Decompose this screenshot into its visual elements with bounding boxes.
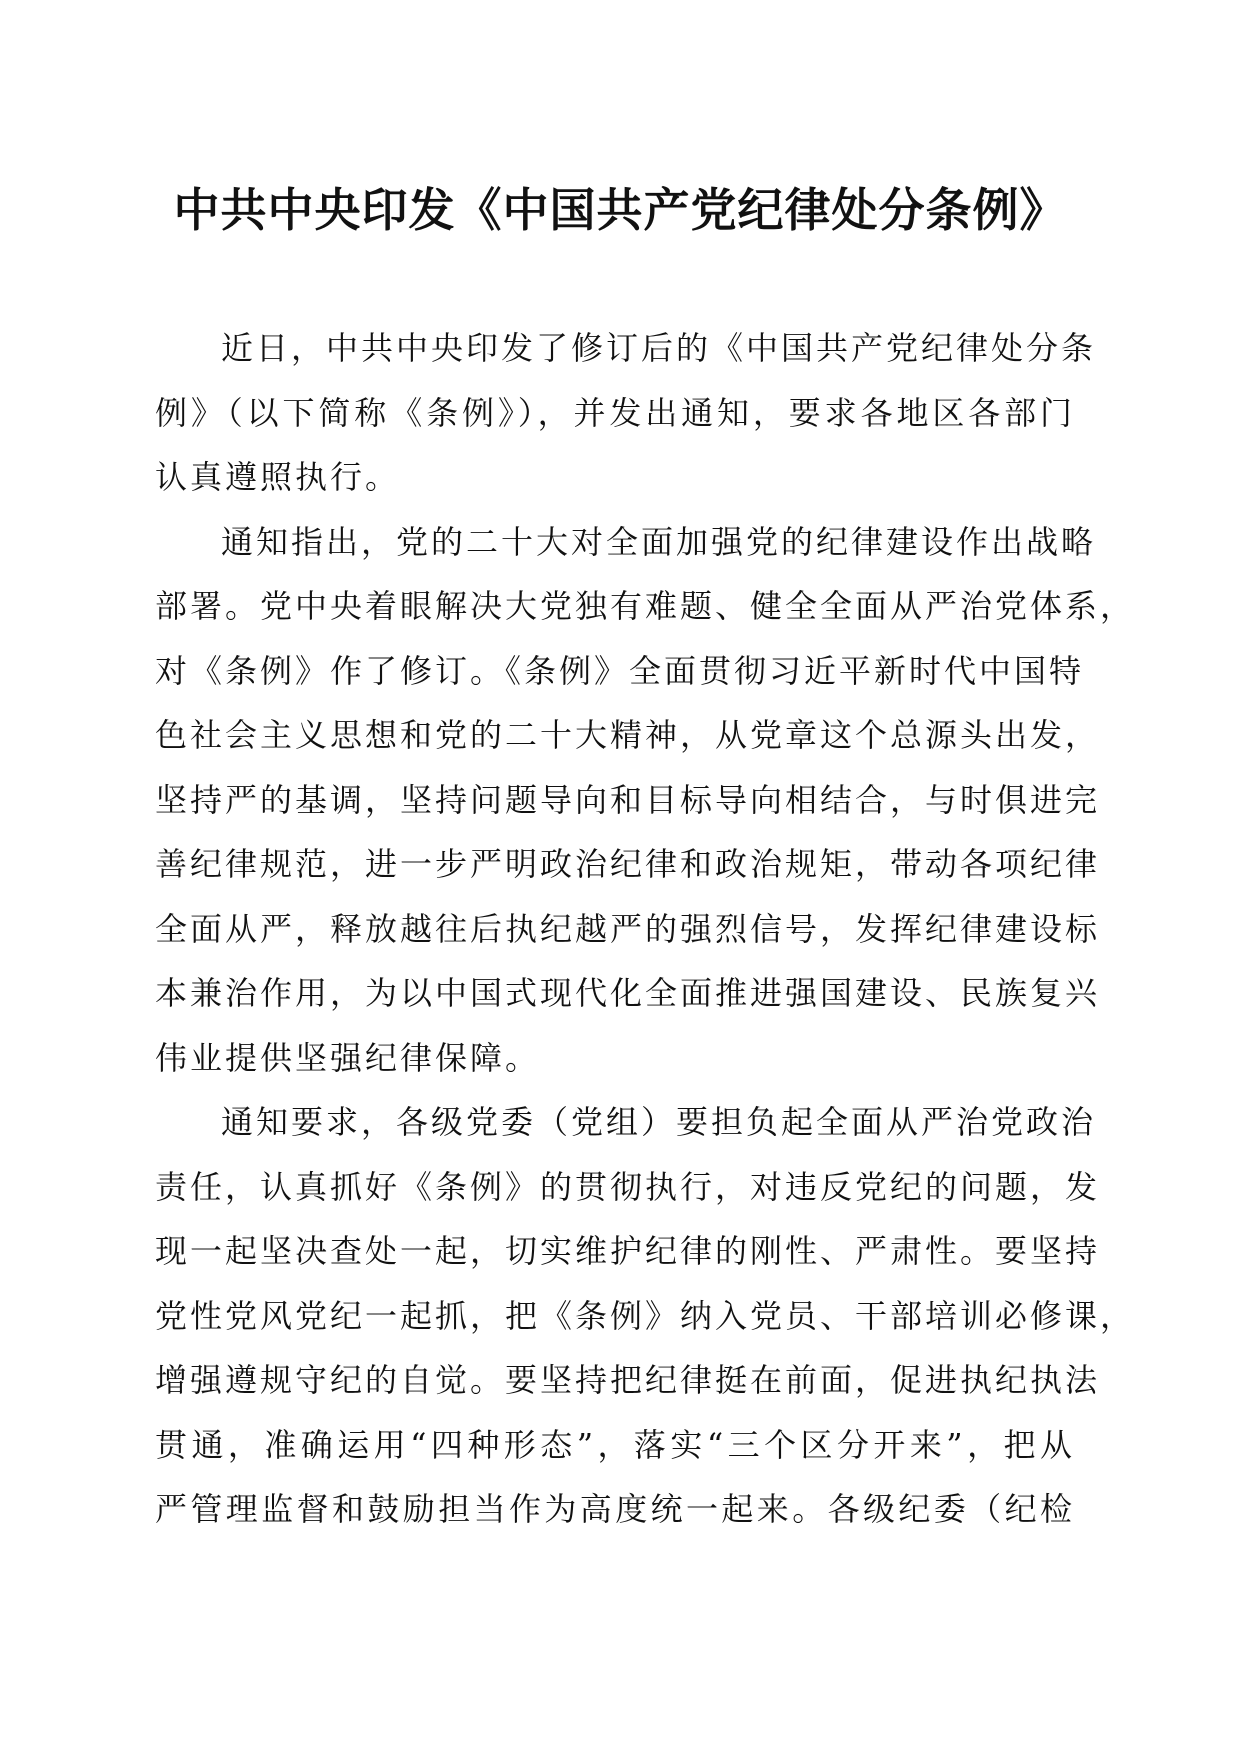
paragraph-line: 部署。党中央着眼解决大党独有难题、健全全面从严治党体系， bbox=[155, 587, 1136, 625]
paragraph-line: 党性党风党纪一起抓，把《条例》纳入党员、干部培训必修课， bbox=[155, 1296, 1136, 1335]
document-body bbox=[155, 316, 1136, 1542]
paragraph-line: 对《条例》作了修订。《条例》全面贯彻习近平新时代中国特 bbox=[155, 651, 1085, 690]
paragraph-line: 坚持严的基调，坚持问题导向和目标导向相结合，与时俱进完 bbox=[155, 780, 1101, 819]
paragraph-line: 贯通，准确运用“四种形态”，落实“三个区分开来”，把从 bbox=[155, 1425, 1075, 1464]
document-title: 中共中央印发《中国共产党纪律处分条例》 bbox=[173, 183, 1067, 237]
paragraph-line: 责任，认真抓好《条例》的贯彻执行，对违反党纪的问题，发 bbox=[155, 1167, 1101, 1206]
paragraph-line: 通知要求，各级党委（党组）要担负起全面从严治党政治 bbox=[221, 1103, 1097, 1141]
paragraph-line: 增强遵规守纪的自觉。要坚持把纪律挺在前面，促进执纪执法 bbox=[155, 1361, 1101, 1399]
paragraph-line: 善纪律规范，进一步严明政治纪律和政治规矩，带动各项纪律 bbox=[155, 845, 1101, 883]
paragraph-line: 色社会主义思想和党的二十大精神，从党章这个总源头出发， bbox=[155, 716, 1101, 754]
paragraph-line: 近日，中共中央印发了修订后的《中国共产党纪律处分条 bbox=[221, 329, 1097, 367]
paragraph-line: 认真遵照执行。 bbox=[155, 458, 401, 496]
paragraph-line: 本兼治作用，为以中国式现代化全面推进强国建设、民族复兴 bbox=[155, 974, 1101, 1012]
paragraph-3 bbox=[155, 1090, 1136, 1542]
paragraph-1 bbox=[155, 316, 1097, 510]
paragraph-line: 全面从严，释放越往后执纪越严的强烈信号，发挥纪律建设标 bbox=[155, 909, 1101, 948]
paragraph-line: 通知指出，党的二十大对全面加强党的纪律建设作出战略 bbox=[221, 522, 1097, 561]
paragraph-2 bbox=[155, 510, 1136, 1091]
paragraph-line: 伟业提供坚强纪律保障。 bbox=[155, 1038, 541, 1077]
paragraph-line: 现一起坚决查处一起，切实维护纪律的刚性、严肃性。要坚持 bbox=[155, 1232, 1101, 1270]
paragraph-line: 严管理监督和鼓励担当作为高度统一起来。各级纪委（纪检 bbox=[155, 1490, 1075, 1528]
paragraph-line: 例》（以下简称《条例》），并发出通知，要求各地区各部门 bbox=[155, 393, 1075, 432]
